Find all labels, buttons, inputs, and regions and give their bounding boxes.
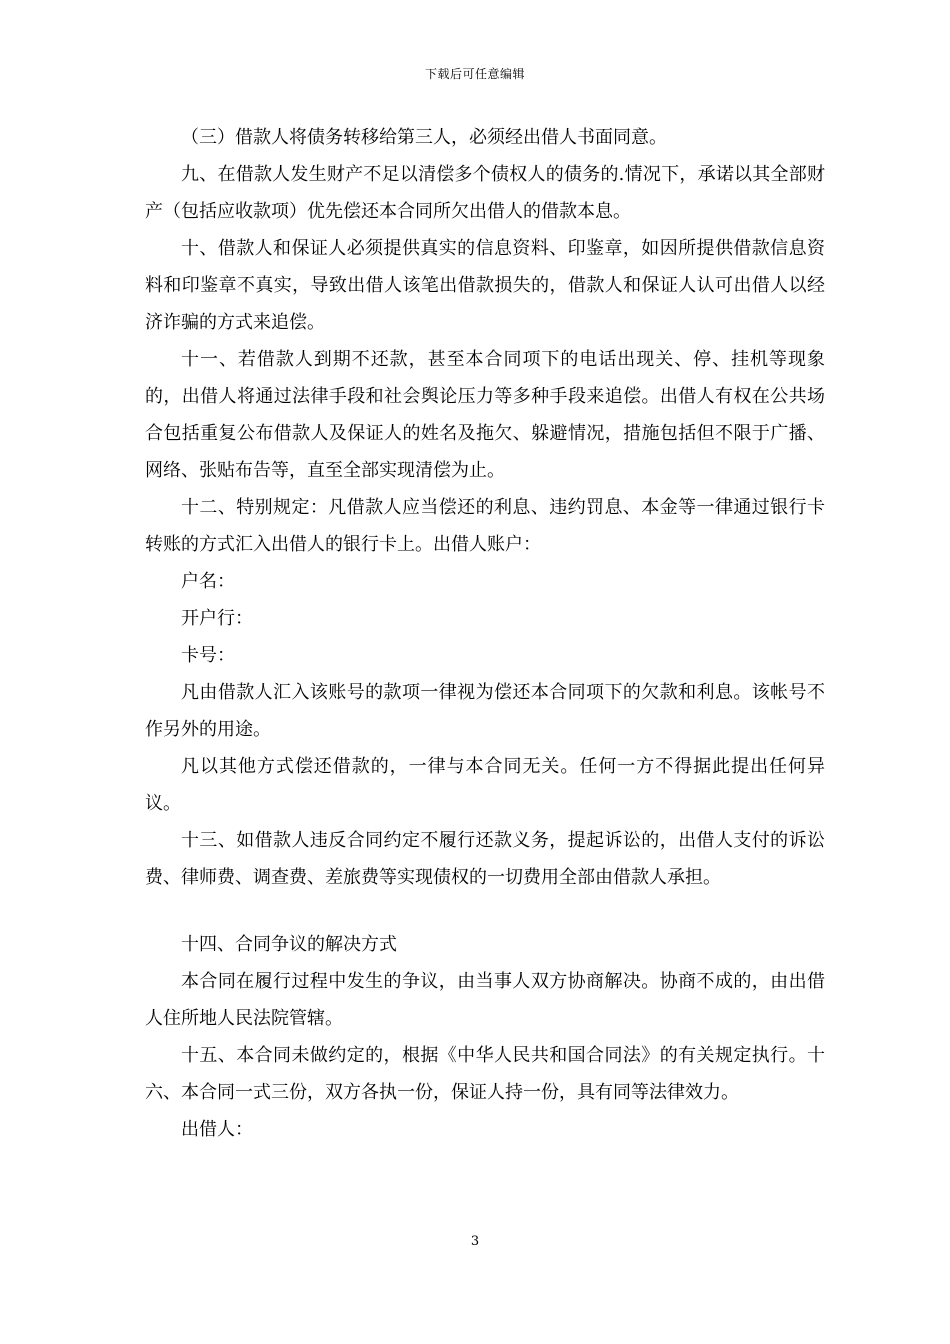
clause-11: 十一、若借款人到期不还款，甚至本合同项下的电话出现关、停、挂机等现象的，出借人将通过法律手段和社会舆论压力等多种手段来追偿。出借人有权在公共场合包括重复公布借款人及保证人的姓名及拖欠、躲避情况，措施包括但不限于广播、网络、张贴布告等，直至全部实现清偿为止。 [145,349,825,481]
lender-signature-line: 出借人： [181,1119,253,1140]
card-number-line: 卡号： [181,645,235,666]
page-header: 下载后可任意编辑 [424,67,525,81]
account-usage-paragraph: 凡由借款人汇入该账号的款项一律视为偿还本合同项下的欠款和利息。该帐号不作另外的用途。 [145,682,825,740]
clause-14-body: 本合同在履行过程中发生的争议，由当事人双方协商解决。协商不成的，由出借人住所地人民法院管辖。 [145,971,825,1029]
clause-10: 十、借款人和保证人必须提供真实的信息资料、印鉴章，如因所提供借款信息资料和印鉴章不真实，导致出借人该笔出借款损失的，借款人和保证人认可出借人以经济诈骗的方式来追偿。 [145,238,825,333]
clause-14-heading: 十四、合同争议的解决方式 [181,934,397,955]
other-payment-paragraph: 凡以其他方式偿还借款的，一律与本合同无关。任何一方不得据此提出任何异议。 [145,756,825,814]
clause-15-16: 十五、本合同未做约定的，根据《中华人民共和国合同法》的有关规定执行。十六、本合同一式三份，双方各执一份，保证人持一份，具有同等法律效力。 [145,1045,825,1103]
page-number: 3 [470,1234,480,1249]
document-body [145,119,825,1148]
clause-13: 十三、如借款人违反合同约定不履行还款义务，提起诉讼的，出借人支付的诉讼费、律师费、调查费、差旅费等实现债权的一切费用全部由借款人承担。 [145,830,825,888]
clause-9: 九、在借款人发生财产不足以清偿多个债权人的债务的.情况下，承诺以其全部财产（包括应收款项）优先偿还本合同所欠出借人的借款本息。 [145,164,825,222]
bank-line: 开户行： [181,608,253,629]
clause-12: 十二、特别规定：凡借款人应当偿还的利息、违约罚息、本金等一律通过银行卡转账的方式汇入出借人的银行卡上。出借人账户： [145,497,825,555]
clause-3-3: （三）借款人将债务转移给第三人，必须经出借人书面同意。 [181,127,667,148]
account-name-line: 户名： [181,571,235,592]
